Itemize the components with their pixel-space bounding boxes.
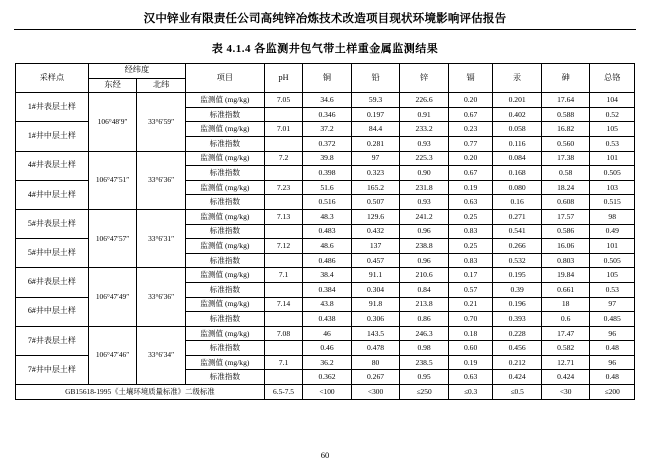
standard-as: <30 bbox=[541, 385, 590, 400]
cell-pb: 59.3 bbox=[351, 93, 400, 108]
cell-zn: 0.95 bbox=[400, 370, 449, 385]
document-header-title: 汉中锌业有限责任公司高纯锌冶炼技术改造项目现状环境影响评估报告 bbox=[143, 13, 507, 25]
table-row bbox=[16, 209, 635, 224]
header-divider bbox=[14, 29, 636, 30]
cell-zn: 210.6 bbox=[400, 268, 449, 283]
cell-item: 标准指数 bbox=[185, 370, 264, 385]
cell-north-latitude: 33°6′34″ bbox=[137, 326, 186, 384]
standard-pb: <300 bbox=[351, 385, 400, 400]
cell-zn: 213.8 bbox=[400, 297, 449, 312]
page-number: 60 bbox=[320, 450, 330, 460]
cell-pb: 91.1 bbox=[351, 268, 400, 283]
cell-cr: 0.505 bbox=[590, 166, 635, 181]
cell-cu: 0.516 bbox=[303, 195, 352, 210]
header-as: 砷 bbox=[541, 64, 590, 93]
cell-cd: 0.21 bbox=[448, 297, 493, 312]
cell-as: 12.71 bbox=[541, 355, 590, 370]
table-row bbox=[16, 326, 635, 341]
cell-hg: 0.116 bbox=[493, 136, 542, 151]
cell-cd: 0.20 bbox=[448, 151, 493, 166]
cell-cd: 0.23 bbox=[448, 122, 493, 137]
standard-label: GB15618-1995《土壤环境质量标准》二级标准 bbox=[16, 385, 265, 400]
cell-hg: 0.168 bbox=[493, 166, 542, 181]
cell-cr: 0.515 bbox=[590, 195, 635, 210]
cell-as: 0.586 bbox=[541, 224, 590, 239]
cell-site: 1#井表层土样 bbox=[16, 93, 89, 122]
cell-cu: 0.46 bbox=[303, 341, 352, 356]
cell-hg: 0.456 bbox=[493, 341, 542, 356]
header-cu: 铜 bbox=[303, 64, 352, 93]
cell-zn: 241.2 bbox=[400, 209, 449, 224]
cell-cu: 0.372 bbox=[303, 136, 352, 151]
cell-cd: 0.18 bbox=[448, 326, 493, 341]
cell-hg: 0.39 bbox=[493, 282, 542, 297]
cell-cr: 0.48 bbox=[590, 370, 635, 385]
cell-cu: 39.8 bbox=[303, 151, 352, 166]
cell-zn: 233.2 bbox=[400, 122, 449, 137]
cell-cu: 34.6 bbox=[303, 93, 352, 108]
cell-pb: 143.5 bbox=[351, 326, 400, 341]
standard-cu: <100 bbox=[303, 385, 352, 400]
cell-as: 0.58 bbox=[541, 166, 590, 181]
cell-pb: 0.306 bbox=[351, 312, 400, 327]
cell-item: 标准指数 bbox=[185, 107, 264, 122]
cell-east-longitude: 106°47′57″ bbox=[88, 209, 137, 267]
cell-pb: 137 bbox=[351, 239, 400, 254]
cell-north-latitude: 33°6′36″ bbox=[137, 268, 186, 326]
cell-as: 0.803 bbox=[541, 253, 590, 268]
cell-site: 4#井中层土样 bbox=[16, 180, 89, 209]
cell-pb: 0.197 bbox=[351, 107, 400, 122]
cell-cu: 37.2 bbox=[303, 122, 352, 137]
cell-site: 5#井表层土样 bbox=[16, 209, 89, 238]
cell-cu: 0.438 bbox=[303, 312, 352, 327]
cell-hg: 0.271 bbox=[493, 209, 542, 224]
cell-cd: 0.17 bbox=[448, 268, 493, 283]
cell-as: 17.47 bbox=[541, 326, 590, 341]
cell-site: 4#井表层土样 bbox=[16, 151, 89, 180]
cell-cr: 96 bbox=[590, 355, 635, 370]
cell-zn: 226.6 bbox=[400, 93, 449, 108]
cell-ph: 7.1 bbox=[264, 355, 302, 370]
cell-ph bbox=[264, 107, 302, 122]
cell-cd: 0.25 bbox=[448, 239, 493, 254]
cell-hg: 0.228 bbox=[493, 326, 542, 341]
cell-zn: 238.5 bbox=[400, 355, 449, 370]
header-north: 北纬 bbox=[137, 78, 186, 93]
standard-cd: ≤0.3 bbox=[448, 385, 493, 400]
cell-as: 0.6 bbox=[541, 312, 590, 327]
header-zn: 锌 bbox=[400, 64, 449, 93]
cell-cr: 97 bbox=[590, 297, 635, 312]
header-ph: pH bbox=[264, 64, 302, 93]
cell-cr: 104 bbox=[590, 93, 635, 108]
cell-zn: 0.96 bbox=[400, 253, 449, 268]
cell-pb: 0.478 bbox=[351, 341, 400, 356]
cell-cr: 0.505 bbox=[590, 253, 635, 268]
cell-item: 监测值 (mg/kg) bbox=[185, 355, 264, 370]
cell-cu: 48.3 bbox=[303, 209, 352, 224]
cell-as: 0.661 bbox=[541, 282, 590, 297]
cell-north-latitude: 33°6′36″ bbox=[137, 151, 186, 209]
cell-cr: 101 bbox=[590, 151, 635, 166]
cell-east-longitude: 106°48′9″ bbox=[88, 93, 137, 151]
cell-north-latitude: 33°6′59″ bbox=[137, 93, 186, 151]
cell-cd: 0.83 bbox=[448, 253, 493, 268]
cell-hg: 0.196 bbox=[493, 297, 542, 312]
cell-item: 标准指数 bbox=[185, 312, 264, 327]
cell-cu: 0.346 bbox=[303, 107, 352, 122]
cell-cr: 0.53 bbox=[590, 136, 635, 151]
cell-pb: 0.323 bbox=[351, 166, 400, 181]
cell-cd: 0.63 bbox=[448, 195, 493, 210]
cell-ph bbox=[264, 312, 302, 327]
cell-ph: 7.08 bbox=[264, 326, 302, 341]
cell-ph: 7.13 bbox=[264, 209, 302, 224]
cell-item: 监测值 (mg/kg) bbox=[185, 326, 264, 341]
cell-site: 1#井中层土样 bbox=[16, 122, 89, 151]
cell-cu: 0.384 bbox=[303, 282, 352, 297]
cell-hg: 0.424 bbox=[493, 370, 542, 385]
cell-cu: 51.6 bbox=[303, 180, 352, 195]
cell-hg: 0.541 bbox=[493, 224, 542, 239]
cell-cr: 103 bbox=[590, 180, 635, 195]
cell-as: 19.84 bbox=[541, 268, 590, 283]
cell-hg: 0.195 bbox=[493, 268, 542, 283]
cell-item: 标准指数 bbox=[185, 253, 264, 268]
cell-as: 0.588 bbox=[541, 107, 590, 122]
cell-zn: 0.93 bbox=[400, 195, 449, 210]
cell-item: 监测值 (mg/kg) bbox=[185, 122, 264, 137]
cell-pb: 0.507 bbox=[351, 195, 400, 210]
cell-as: 17.38 bbox=[541, 151, 590, 166]
cell-as: 17.57 bbox=[541, 209, 590, 224]
cell-as: 18.24 bbox=[541, 180, 590, 195]
table-row bbox=[16, 268, 635, 283]
cell-item: 标准指数 bbox=[185, 282, 264, 297]
cell-item: 监测值 (mg/kg) bbox=[185, 297, 264, 312]
header-hg: 汞 bbox=[493, 64, 542, 93]
cell-cd: 0.19 bbox=[448, 355, 493, 370]
cell-as: 18 bbox=[541, 297, 590, 312]
cell-cu: 0.483 bbox=[303, 224, 352, 239]
cell-cu: 43.8 bbox=[303, 297, 352, 312]
cell-site: 6#井中层土样 bbox=[16, 297, 89, 326]
cell-cd: 0.19 bbox=[448, 180, 493, 195]
cell-site: 6#井表层土样 bbox=[16, 268, 89, 297]
cell-hg: 0.080 bbox=[493, 180, 542, 195]
cell-item: 监测值 (mg/kg) bbox=[185, 151, 264, 166]
cell-cu: 0.486 bbox=[303, 253, 352, 268]
cell-ph bbox=[264, 195, 302, 210]
cell-zn: 246.3 bbox=[400, 326, 449, 341]
table-row bbox=[16, 151, 635, 166]
cell-cd: 0.77 bbox=[448, 136, 493, 151]
table-header-row-1 bbox=[16, 64, 635, 79]
header-item: 项目 bbox=[185, 64, 264, 93]
cell-pb: 91.8 bbox=[351, 297, 400, 312]
header-cd: 镉 bbox=[448, 64, 493, 93]
cell-item: 监测值 (mg/kg) bbox=[185, 93, 264, 108]
cell-cu: 48.6 bbox=[303, 239, 352, 254]
header-east: 东经 bbox=[88, 78, 137, 93]
cell-ph bbox=[264, 370, 302, 385]
cell-pb: 0.432 bbox=[351, 224, 400, 239]
cell-cu: 0.362 bbox=[303, 370, 352, 385]
cell-item: 标准指数 bbox=[185, 195, 264, 210]
cell-ph: 7.14 bbox=[264, 297, 302, 312]
cell-cd: 0.57 bbox=[448, 282, 493, 297]
cell-cu: 0.398 bbox=[303, 166, 352, 181]
cell-item: 监测值 (mg/kg) bbox=[185, 209, 264, 224]
cell-hg: 0.16 bbox=[493, 195, 542, 210]
cell-ph bbox=[264, 282, 302, 297]
cell-zn: 0.98 bbox=[400, 341, 449, 356]
cell-as: 0.582 bbox=[541, 341, 590, 356]
cell-zn: 0.91 bbox=[400, 107, 449, 122]
cell-item: 监测值 (mg/kg) bbox=[185, 180, 264, 195]
cell-cr: 96 bbox=[590, 326, 635, 341]
cell-east-longitude: 106°47′49″ bbox=[88, 268, 137, 326]
standard-hg: ≤0.5 bbox=[493, 385, 542, 400]
cell-hg: 0.402 bbox=[493, 107, 542, 122]
cell-cr: 0.52 bbox=[590, 107, 635, 122]
cell-site: 5#井中层土样 bbox=[16, 239, 89, 268]
cell-as: 16.06 bbox=[541, 239, 590, 254]
table-row bbox=[16, 93, 635, 108]
cell-cr: 105 bbox=[590, 268, 635, 283]
cell-ph bbox=[264, 253, 302, 268]
cell-pb: 0.267 bbox=[351, 370, 400, 385]
header-pb: 铅 bbox=[351, 64, 400, 93]
cell-pb: 84.4 bbox=[351, 122, 400, 137]
cell-cd: 0.60 bbox=[448, 341, 493, 356]
cell-cd: 0.67 bbox=[448, 107, 493, 122]
cell-cr: 105 bbox=[590, 122, 635, 137]
standard-ph: 6.5-7.5 bbox=[264, 385, 302, 400]
cell-east-longitude: 106°47′51″ bbox=[88, 151, 137, 209]
cell-hg: 0.532 bbox=[493, 253, 542, 268]
cell-hg: 0.212 bbox=[493, 355, 542, 370]
cell-as: 0.560 bbox=[541, 136, 590, 151]
cell-cd: 0.63 bbox=[448, 370, 493, 385]
cell-ph bbox=[264, 166, 302, 181]
header-cr: 总铬 bbox=[590, 64, 635, 93]
table-title: 表 4.1.4 各监测井包气带土样重金属监测结果 bbox=[211, 43, 439, 55]
cell-site: 7#井中层土样 bbox=[16, 355, 89, 384]
cell-as: 17.64 bbox=[541, 93, 590, 108]
header-coordinates: 经纬度 bbox=[88, 64, 185, 79]
standard-zn: ≤250 bbox=[400, 385, 449, 400]
cell-zn: 0.90 bbox=[400, 166, 449, 181]
cell-pb: 0.457 bbox=[351, 253, 400, 268]
cell-site: 7#井表层土样 bbox=[16, 326, 89, 355]
cell-zn: 238.8 bbox=[400, 239, 449, 254]
cell-item: 标准指数 bbox=[185, 136, 264, 151]
cell-hg: 0.201 bbox=[493, 93, 542, 108]
cell-hg: 0.084 bbox=[493, 151, 542, 166]
cell-zn: 0.96 bbox=[400, 224, 449, 239]
cell-item: 监测值 (mg/kg) bbox=[185, 239, 264, 254]
cell-cu: 36.2 bbox=[303, 355, 352, 370]
cell-as: 0.424 bbox=[541, 370, 590, 385]
cell-zn: 0.84 bbox=[400, 282, 449, 297]
cell-pb: 97 bbox=[351, 151, 400, 166]
cell-as: 16.82 bbox=[541, 122, 590, 137]
cell-hg: 0.393 bbox=[493, 312, 542, 327]
cell-pb: 80 bbox=[351, 355, 400, 370]
cell-zn: 231.8 bbox=[400, 180, 449, 195]
cell-cr: 0.485 bbox=[590, 312, 635, 327]
cell-ph: 7.23 bbox=[264, 180, 302, 195]
cell-pb: 129.6 bbox=[351, 209, 400, 224]
cell-cd: 0.83 bbox=[448, 224, 493, 239]
cell-zn: 0.93 bbox=[400, 136, 449, 151]
cell-cu: 46 bbox=[303, 326, 352, 341]
cell-item: 标准指数 bbox=[185, 224, 264, 239]
standard-cr: ≤200 bbox=[590, 385, 635, 400]
cell-cr: 101 bbox=[590, 239, 635, 254]
cell-cu: 38.4 bbox=[303, 268, 352, 283]
cell-east-longitude: 106°47′46″ bbox=[88, 326, 137, 384]
cell-ph bbox=[264, 341, 302, 356]
cell-hg: 0.266 bbox=[493, 239, 542, 254]
cell-pb: 0.304 bbox=[351, 282, 400, 297]
cell-pb: 0.281 bbox=[351, 136, 400, 151]
table-body bbox=[16, 93, 635, 385]
cell-pb: 165.2 bbox=[351, 180, 400, 195]
cell-zn: 0.86 bbox=[400, 312, 449, 327]
cell-cr: 0.49 bbox=[590, 224, 635, 239]
cell-cr: 0.48 bbox=[590, 341, 635, 356]
cell-as: 0.608 bbox=[541, 195, 590, 210]
cell-item: 标准指数 bbox=[185, 341, 264, 356]
cell-item: 标准指数 bbox=[185, 166, 264, 181]
cell-ph: 7.01 bbox=[264, 122, 302, 137]
cell-ph bbox=[264, 224, 302, 239]
cell-cd: 0.25 bbox=[448, 209, 493, 224]
cell-north-latitude: 33°6′31″ bbox=[137, 209, 186, 267]
cell-cr: 0.53 bbox=[590, 282, 635, 297]
cell-ph: 7.1 bbox=[264, 268, 302, 283]
cell-cd: 0.67 bbox=[448, 166, 493, 181]
cell-cd: 0.70 bbox=[448, 312, 493, 327]
header-site: 采样点 bbox=[16, 64, 89, 93]
cell-ph bbox=[264, 136, 302, 151]
cell-hg: 0.058 bbox=[493, 122, 542, 137]
cell-ph: 7.12 bbox=[264, 239, 302, 254]
cell-ph: 7.2 bbox=[264, 151, 302, 166]
cell-ph: 7.05 bbox=[264, 93, 302, 108]
cell-zn: 225.3 bbox=[400, 151, 449, 166]
cell-item: 监测值 (mg/kg) bbox=[185, 268, 264, 283]
cell-cr: 98 bbox=[590, 209, 635, 224]
monitoring-results-table bbox=[15, 63, 635, 400]
standard-row bbox=[16, 385, 635, 400]
cell-cd: 0.20 bbox=[448, 93, 493, 108]
